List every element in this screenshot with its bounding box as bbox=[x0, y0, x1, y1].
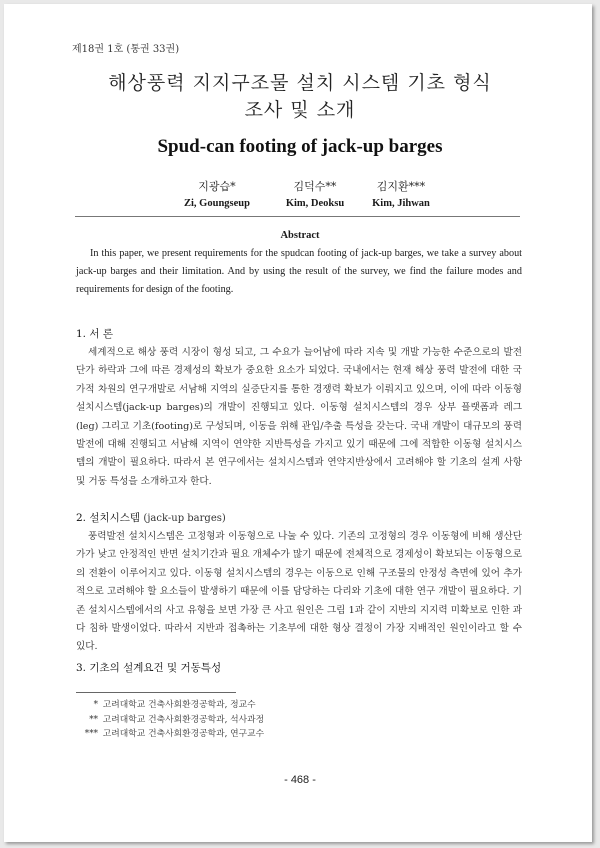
section-3-title: 3. 기초의 설계요건 및 거동특성 bbox=[76, 662, 222, 674]
footnote-2-mark: ** bbox=[89, 714, 98, 725]
abstract-heading: Abstract bbox=[280, 230, 320, 241]
korean-title bbox=[0, 70, 600, 124]
footnote-3 bbox=[76, 727, 264, 742]
korean-title-line-1: 해상풍력 지지구조물 설치 시스템 기초 형식 bbox=[108, 72, 492, 94]
section-1-text: 세계적으로 해상 풍력 시장이 형성 되고, 그 수요가 늘어남에 따라 지속 및 개발 가능한 수준으로의 발전단가 하락과 그에 따른 경제성의 확보가 중요한 요소가 되었다. 국내에서는 현재 해상 풍력 발전에 대한 국가적 차원의 연구개발로 서남해 지역의 실증단지를 통한 경쟁력 확보가 이뤄지고 있으며, 이에 따라 이동형 설치시스템(jack-up barges)의 개발이 진행되고 있다. 이동형 설치시스템의 경우 상부 플랫폼과 레그(leg) 그리고 기초(footing)로 구성되며, 이동을 위해 관입/추출 특성을 갖는다. 국내 개발이 대규모의 풍력발전에 대해 진행되고 서남해 지역이 연약한 지반특성을 가지고 있기 때문에 그에 적합한 이동형 설치시스템의 개발이 필요하다. 따라서 본 연구에서는 설치시스템과 연약지반상에서 고려해야 할 기초의 설계 사항 및 거동 특성을 소개하고자 한다. bbox=[76, 347, 522, 487]
footnote-divider bbox=[76, 692, 236, 693]
footnote-1 bbox=[76, 698, 264, 713]
author-3-name-kr: 김지환*** bbox=[376, 180, 426, 193]
author-2-name-en: Kim, Deoksu bbox=[285, 198, 345, 209]
title-divider bbox=[75, 216, 520, 217]
section-1-title: 1. 서 론 bbox=[76, 328, 113, 340]
english-title: Spud-can footing of jack-up barges bbox=[157, 136, 443, 157]
footnote-2-text: 고려대학교 건축사회환경공학과, 석사과정 bbox=[102, 714, 265, 725]
section-3-heading bbox=[76, 660, 221, 675]
section-1-heading bbox=[76, 326, 113, 341]
author-1-name-en: Zi, Goungseup bbox=[184, 198, 250, 209]
footnote-2 bbox=[76, 713, 264, 728]
page-number: - 468 - bbox=[284, 774, 316, 786]
footnote-3-text: 고려대학교 건축사회환경공학과, 연구교수 bbox=[102, 729, 265, 739]
abstract-text: In this paper, we present requirements for the spudcan footing of jack-up barges, we take a survey about jack-up barges and their limitation. And by using the result of the survey, we find the failure modes and requirements for design of the footing. bbox=[76, 248, 522, 295]
footnotes bbox=[76, 698, 264, 742]
author-3 bbox=[336, 178, 466, 209]
author-1-name-kr: 지광습* bbox=[198, 180, 236, 193]
footnote-3-mark: *** bbox=[84, 729, 98, 739]
section-2-heading bbox=[76, 510, 226, 525]
author-2-name-kr: 김덕수** bbox=[293, 180, 337, 193]
section-2-title-en: (jack-up barges) bbox=[143, 513, 226, 524]
korean-title-line-2: 조사 및 소개 bbox=[244, 99, 356, 121]
footnote-1-text: 고려대학교 건축사회환경공학과, 정교수 bbox=[102, 700, 256, 710]
journal-issue-header: 제18권 1호 (통권 33권) bbox=[72, 44, 180, 55]
section-2-text: 풍력발전 설치시스템은 고정형과 이동형으로 나눌 수 있다. 기존의 고정형의 경우 이동형에 비해 생산단가가 낮고 안정적인 반면 설치기간과 필요 개체수가 많기 때문에 전체적으로 경제성이 확보되는 이동형으로의 전환이 이루어지고 있다. 이동형 설치시스템의 경우는 이동으로 인해 구조물의 안정성 측면에 있어 추가적으로 고려해야 할 요소들이 발생하기 때문에 이를 담당하는 다리와 기초에 대한 연구 개발이 필요하다. 기존 설치시스템에서의 사고 유형을 보면 가장 큰 사고 원인은 그림 1과 같이 지반의 지지력 미확보로 인한 과다 침하 발생이었다. 따라서 지반과 접촉하는 기초부에 대한 형상 결정이 가장 지배적인 원인이라고 할 수 있다. bbox=[76, 531, 522, 653]
author-3-name-en: Kim, Jihwan bbox=[372, 198, 430, 209]
section-2-title: 2. 설치시스템 bbox=[76, 512, 141, 524]
footnote-1-mark: * bbox=[93, 700, 98, 710]
